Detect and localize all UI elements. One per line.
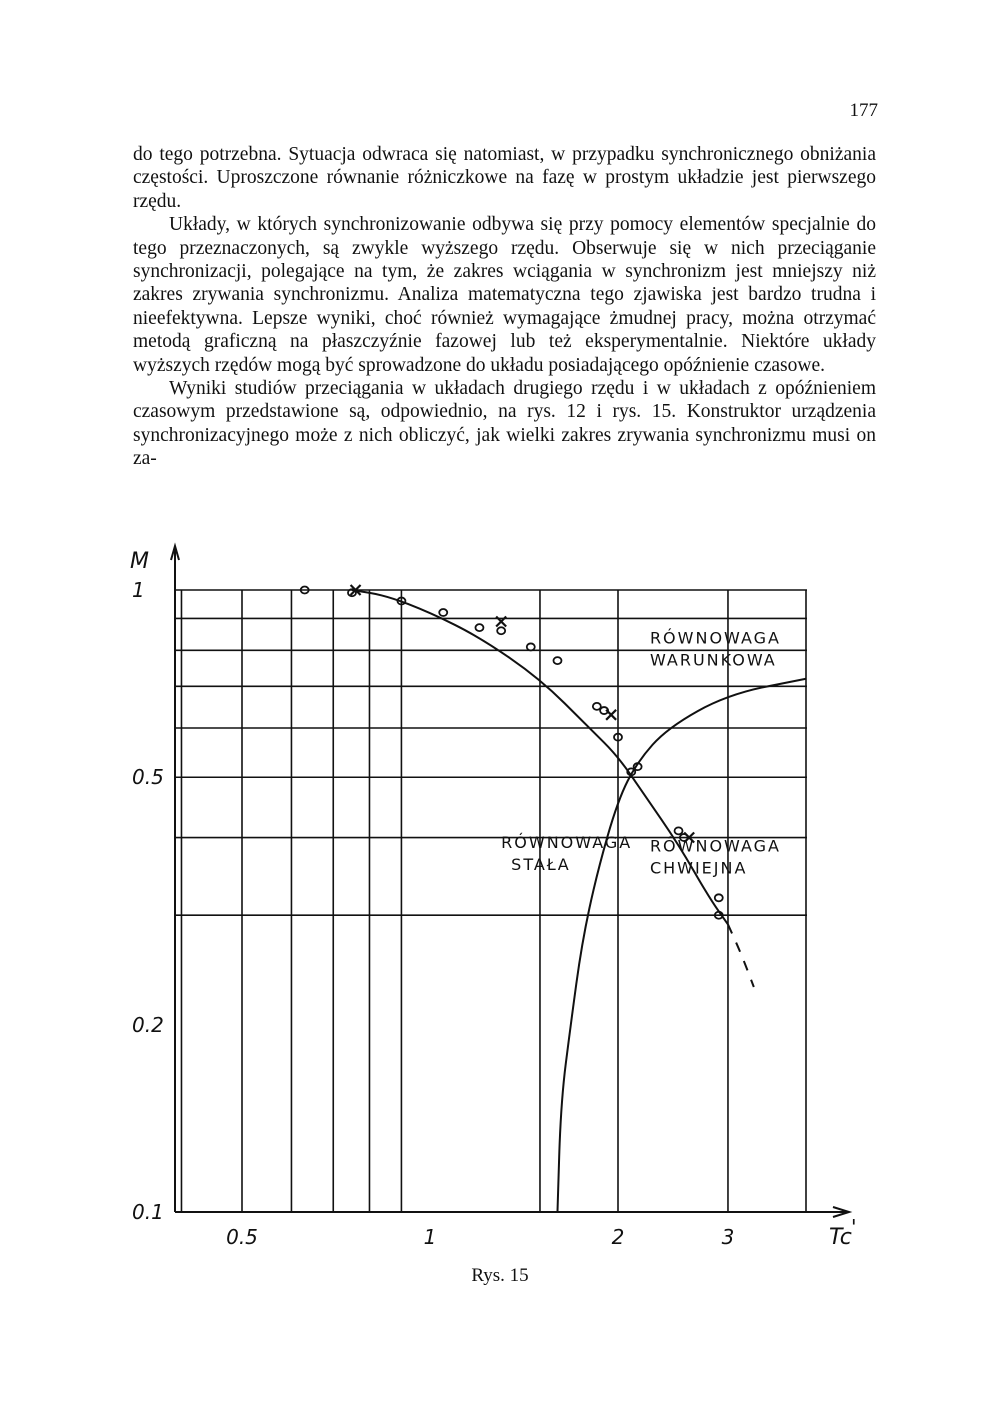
paragraph-1: do tego potrzebna. Sytuacja odwraca się natomiast, w przypadku synchronicznego obniżania częstości. Uproszczone równanie różniczkowe na fazę w prostym układzie jest pierwszego rzędu.: [133, 144, 876, 212]
x-tick-label: 1: [423, 1225, 437, 1249]
curve-conditional-equilibrium-boundary: [557, 679, 806, 1212]
data-point-circle: [439, 609, 447, 616]
data-point-circle: [715, 894, 723, 901]
annotation-label: RÓWNOWAGA: [649, 836, 781, 856]
x-axis-label: Tc: [829, 1225, 852, 1250]
paragraph-3: Wyniki studiów przeciągania w układach drugiego rzędu i w układach z opóźnieniem czasowym przedstawione są, odpowiednio, na rys. 12 i rys. 15. Konstruktor urządzenia synchronizacyjnego może z nich obliczyć, jak wielki zakres zrywania synchronizmu musi on za-: [133, 378, 876, 470]
y-tick-label: 0.2: [132, 1012, 164, 1037]
body-text: [133, 143, 876, 471]
figure-chart: [110, 540, 890, 1250]
x-axis-label-prime: ': [851, 1215, 857, 1239]
y-tick-label: 0.5: [132, 765, 164, 790]
annotation-label: STAŁA: [511, 854, 571, 874]
curve-stability-boundary-extrapolated: [728, 924, 754, 987]
figure-caption: Rys. 15: [471, 1265, 529, 1286]
data-point-cross: [606, 710, 616, 720]
x-tick-label: 2: [611, 1225, 625, 1249]
chart-svg: [110, 540, 890, 1250]
x-tick-label: 3: [721, 1225, 735, 1249]
x-tick-label: 0.5: [226, 1225, 258, 1249]
paragraph-2: Układy, w których synchronizowanie odbywa się przy pomocy elementów specjalnie do tego przeznaczonych, są zwykle wyższego rzędu. Obserwuje się w nich przeciąganie synchronizacji, polegające na tym, że zakres wciągania w synchronizm jest mniejszy niż zakres zrywania synchronizmu. Analiza matematyczna tego zjawiska jest bardzo trudna i nieefektywna. Lepsze wyniki, choć również wymagające żmudnej pracy, można otrzymać metodą graficzną na płaszczyźnie fazowej lub też eksperymentalnie. Niektóre układy wyższych rzędów mogą być sprowadzone do układu posiadającego opóźnienie czasowe.: [133, 214, 876, 376]
annotation-label: RÓWNOWAGA: [649, 628, 781, 648]
page-number: 177: [849, 100, 878, 121]
data-point-circle: [675, 827, 683, 834]
data-point-circle: [475, 624, 483, 631]
y-tick-label: 0.1: [132, 1200, 164, 1224]
y-tick-label: 1: [132, 578, 145, 602]
y-axis-label: M: [130, 549, 149, 574]
data-point-circle: [553, 657, 561, 664]
data-point-circle: [527, 643, 535, 650]
data-point-circle: [497, 627, 505, 634]
annotation-label: CHWIEJNA: [649, 858, 748, 878]
annotation-label: RÓWNOWAGA: [501, 832, 633, 852]
annotation-label: WARUNKOWA: [649, 650, 777, 670]
